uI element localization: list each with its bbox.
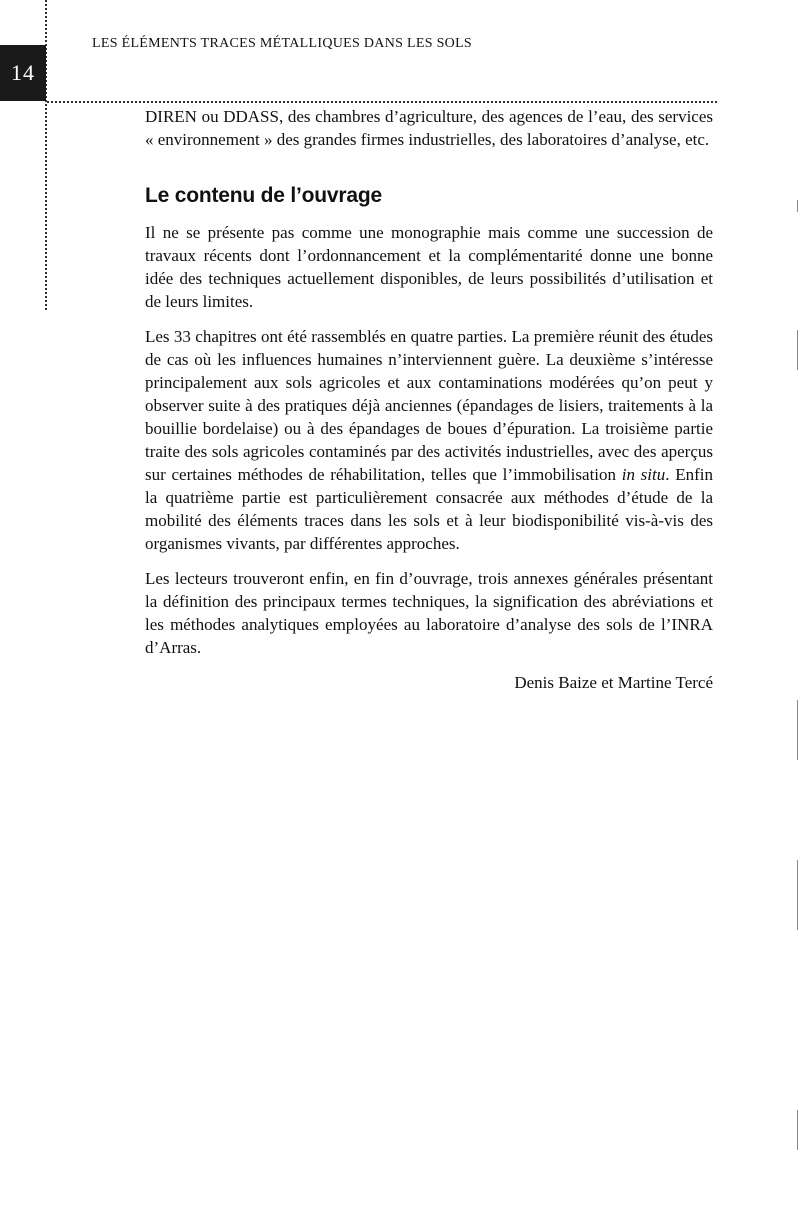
section-heading: Le contenu de l’ouvrage [145, 184, 382, 207]
paragraph-2-italic: in situ [621, 465, 666, 484]
signature: Denis Baize et Martine Tercé [514, 673, 713, 692]
paragraph-1: Il ne se présente pas comme une monographie mais comme une succession de travaux récents dont l’ordonnancement et la complémentarité donne une bonne idée des techniques actuellement disponibles, de leurs possibilités d’utilisation et de leurs limites. [145, 223, 713, 311]
scan-edge-mark [797, 860, 798, 930]
paragraph-3: Les lecteurs trouveront enfin, en fin d’ouvrage, trois annexes générales présentant la définition des principaux termes techniques, la signification des abréviations et les méthodes analytiques employées au laboratoire d’analyse des sols de l’INRA d’Arras. [145, 569, 713, 657]
scan-edge-mark [797, 200, 798, 212]
page-body [145, 105, 713, 706]
header-dotted-rule [47, 101, 717, 103]
paragraph-2-part-2: . Enfin la quatrième partie est particulièrement consacrée aux méthodes d’étude de la mobilité des éléments traces dans les sols et à leur biodisponibilité vis-à-vis des organismes vivants, par différentes approches. [145, 465, 713, 553]
scan-edge-mark [797, 700, 798, 760]
scan-edge-mark [797, 1110, 798, 1150]
running-title: LES ÉLÉMENTS TRACES MÉTALLIQUES DANS LES SOLS [92, 36, 473, 51]
paragraph-2 [145, 325, 713, 555]
page-number: 14 [0, 45, 46, 101]
paragraph-2-part-1: Les 33 chapitres ont été rassemblés en quatre parties. La première réunit des études de cas où les influences humaines n’interviennent guère. La deuxième s’intéresse principalement aux sols agricoles et aux contaminations modérées qu’on peut y observer suite à des pratiques déjà anciennes (épandages de lisiers, traitements à la bouillie bordelaise) ou à des épandages de boues d’épuration. La troisième partie traite des sols agricoles contaminés par des activités industrielles, avec des aperçus sur certaines méthodes de réhabilitation, telles que l’immobilisation [145, 327, 713, 484]
intro-paragraph: DIREN ou DDASS, des chambres d’agriculture, des agences de l’eau, des services « environnement » des grandes firmes industrielles, des laboratoires d’analyse, etc. [145, 107, 713, 149]
scan-edge-mark [797, 330, 798, 370]
